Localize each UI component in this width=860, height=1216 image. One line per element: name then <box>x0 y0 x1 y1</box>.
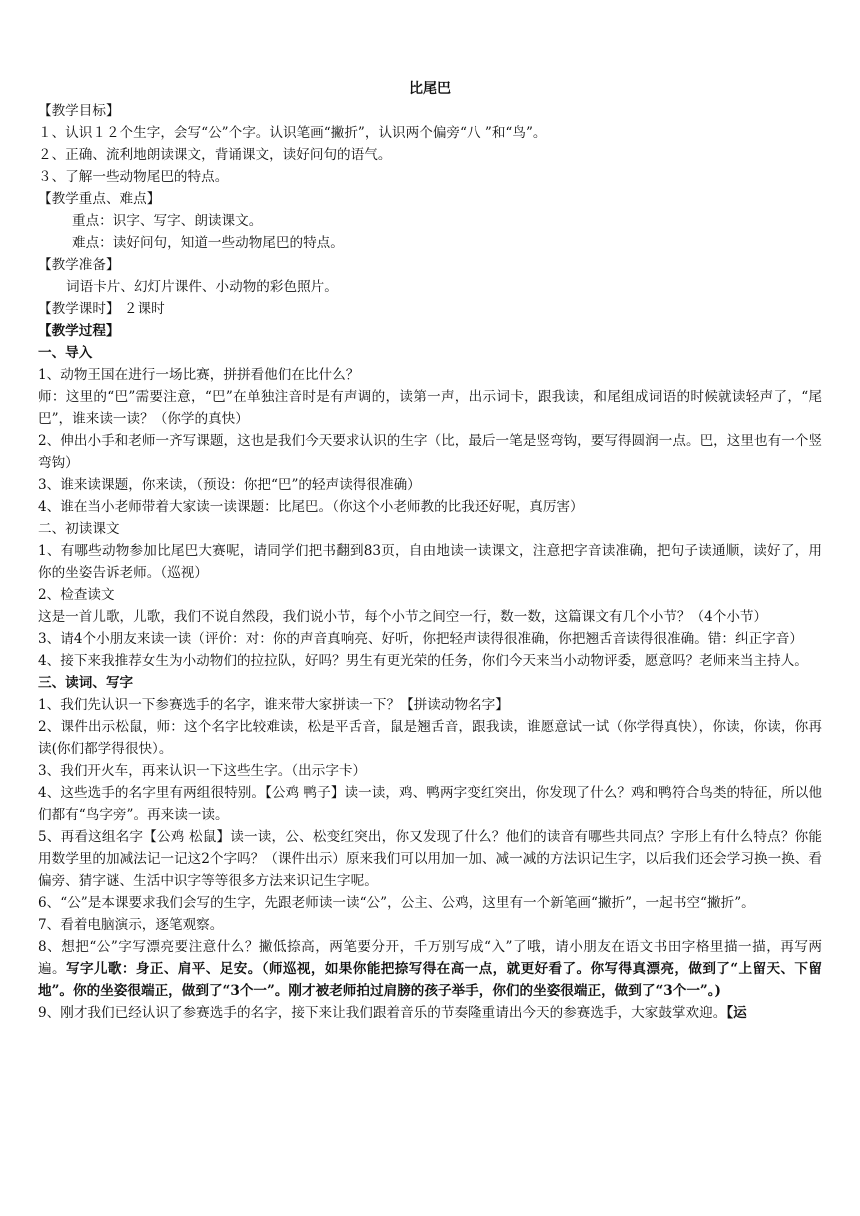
paragraph <box>38 166 822 188</box>
paragraph-text: ２、正确、流利地朗读课文，背诵课文，读好问句的语气。 <box>38 147 392 163</box>
paragraph <box>38 474 822 496</box>
paragraph <box>38 914 822 936</box>
paragraph <box>38 232 822 254</box>
paragraph-bold-text: 写字儿歌：身正、肩平、足安。（师巡视，如果你能把捺写得在高一点，就更好看了。你写得真漂亮，做到了“上留天、下留地”。你的坐姿很端正，做到了“3个一”。刚才被老师拍过肩膀的孩子举手，你们的坐姿很端正，做到了“3个一”。) <box>38 961 823 999</box>
document-body <box>38 100 822 1024</box>
paragraph <box>38 826 822 892</box>
paragraph-text: 2、检查读文 <box>38 587 115 603</box>
paragraph-text: 师：这里的“巴”需要注意，“巴”在单独注音时是有声调的，读第一声，出示词卡，跟我读，和尾组成词语的时候就读轻声了，“尾巴”，谁来读一读？（你学的真快） <box>38 389 822 427</box>
paragraph <box>38 694 822 716</box>
paragraph <box>38 254 822 276</box>
paragraph <box>38 518 822 540</box>
paragraph-bold-text: 【运 <box>726 1005 747 1021</box>
paragraph-text: 2、课件出示松鼠，师：这个名字比较难读，松是平舌音，鼠是翘舌音，跟我读，谁愿意试一试（你学得真快），你读，你读，你再读(你们都学得很快）。 <box>38 719 822 757</box>
paragraph-text: 4、谁在当小老师带着大家读一读课题：比尾巴。（你这个小老师教的比我还好呢，真厉害） <box>38 499 584 515</box>
paragraph <box>38 540 822 584</box>
document-page <box>38 78 822 1024</box>
paragraph <box>38 100 822 122</box>
paragraph-text: 【教学课时】 ２课时 <box>38 301 165 317</box>
paragraph-text: 8、想把“公”字写漂亮要注意什么？撇低捺高，两笔要分开，千万别写成“入”了哦，请小朋友在语文书田字格里描一描，再写两遍。 <box>38 939 822 977</box>
paragraph <box>38 606 822 628</box>
paragraph-text: 一、导入 <box>38 345 93 361</box>
paragraph-text: １、认识１２个生字，会写“公”个字。认识笔画“撇折”，认识两个偏旁“八 ”和“鸟”。 <box>38 125 547 141</box>
paragraph <box>38 342 822 364</box>
paragraph-text: 词语卡片、幻灯片课件、小动物的彩色照片。 <box>66 279 338 295</box>
paragraph-text: 难点：读好问句，知道一些动物尾巴的特点。 <box>72 235 344 251</box>
paragraph <box>38 320 822 342</box>
paragraph-text: 7、看着电脑演示，逐笔观察。 <box>38 917 224 933</box>
paragraph-text: 【教学重点、难点】 <box>38 191 161 207</box>
paragraph <box>38 210 822 232</box>
paragraph <box>38 628 822 650</box>
paragraph-text: ３、了解一些动物尾巴的特点。 <box>38 169 229 185</box>
paragraph <box>38 892 822 914</box>
paragraph <box>38 298 822 320</box>
paragraph-text: 2、伸出小手和老师一齐写课题，这也是我们今天要求认识的生字（比，最后一笔是竖弯钩，要写得圆润一点。巴，这里也有一个竖弯钩） <box>38 433 822 471</box>
paragraph <box>38 650 822 672</box>
paragraph-text: 1、我们先认识一下参赛选手的名字，谁来带大家拼读一下？【拼读动物名字】 <box>38 697 509 713</box>
document-title: 比尾巴 <box>409 81 451 97</box>
paragraph-text: 1、动物王国在进行一场比赛，拼拼看他们在比什么？ <box>38 367 360 383</box>
paragraph <box>38 584 822 606</box>
paragraph <box>38 782 822 826</box>
paragraph-text: 1、有哪些动物参加比尾巴大赛呢，请同学们把书翻到83页，自由地读一读课文，注意把字音读准确，把句子读通顺，读好了，用你的坐姿告诉老师。（巡视） <box>38 543 822 581</box>
paragraph-text: 4、这些选手的名字里有两组很特别。【公鸡 鸭子】读一读，鸡、鸭两字变红突出，你发现了什么？鸡和鸭符合鸟类的特征，所以他们都有“鸟字旁”。再来读一读。 <box>38 785 822 823</box>
paragraph-text: 【教学过程】 <box>38 323 120 339</box>
paragraph-text: 6、“公”是本课要求我们会写的生字，先跟老师读一读“公”，公主、公鸡，这里有一个新笔画“撇折”，一起书空“撇折”。 <box>38 895 755 911</box>
paragraph-text: 5、再看这组名字【公鸡 松鼠】读一读，公、松变红突出，你又发现了什么？他们的读音有哪些共同点？字形上有什么特点？你能用数学里的加减法记一记这2个字吗？（课件出示）原来我们可以用加一加、减一减的方法识记生字，以后我们还会学习换一换、看偏旁、猜字谜、生活中识字等等很多方法来识记生字呢。 <box>38 829 822 889</box>
paragraph <box>38 188 822 210</box>
paragraph-text: 三、读词、写字 <box>38 675 134 691</box>
paragraph-text: 4、接下来我推荐女生为小动物们的拉拉队，好吗？男生有更光荣的任务，你们今天来当小动物评委，愿意吗？老师来当主持人。 <box>38 653 808 669</box>
paragraph-text: 3、谁来读课题，你来读，（预设：你把“巴”的轻声读得很准确） <box>38 477 421 493</box>
paragraph <box>38 276 822 298</box>
paragraph <box>38 716 822 760</box>
paragraph-text: 重点：识字、写字、朗读课文。 <box>72 213 263 229</box>
paragraph <box>38 144 822 166</box>
paragraph <box>38 936 822 1002</box>
paragraph <box>38 364 822 386</box>
paragraph-text: 3、请4个小朋友来读一读（评价：对：你的声音真响亮、好听，你把轻声读得很准确，你把翘舌音读得很准确。错：纠正字音） <box>38 631 803 647</box>
paragraph-text: 【教学目标】 <box>38 103 120 119</box>
paragraph <box>38 672 822 694</box>
paragraph <box>38 496 822 518</box>
paragraph <box>38 760 822 782</box>
paragraph-text: 【教学准备】 <box>38 257 120 273</box>
paragraph-text: 3、我们开火车，再来认识一下这些生字。（出示字卡） <box>38 763 367 779</box>
paragraph <box>38 1002 822 1024</box>
paragraph-text: 二、初读课文 <box>38 521 120 537</box>
paragraph-text: 这是一首儿歌，儿歌，我们不说自然段，我们说小节，每个小节之间空一行，数一数，这篇课文有几个小节？（4个小节） <box>38 609 768 625</box>
paragraph <box>38 430 822 474</box>
paragraph-text: 9、刚才我们已经认识了参赛选手的名字，接下来让我们跟着音乐的节奏隆重请出今天的参赛选手，大家鼓掌欢迎。 <box>38 1005 727 1021</box>
paragraph <box>38 386 822 430</box>
paragraph <box>38 122 822 144</box>
